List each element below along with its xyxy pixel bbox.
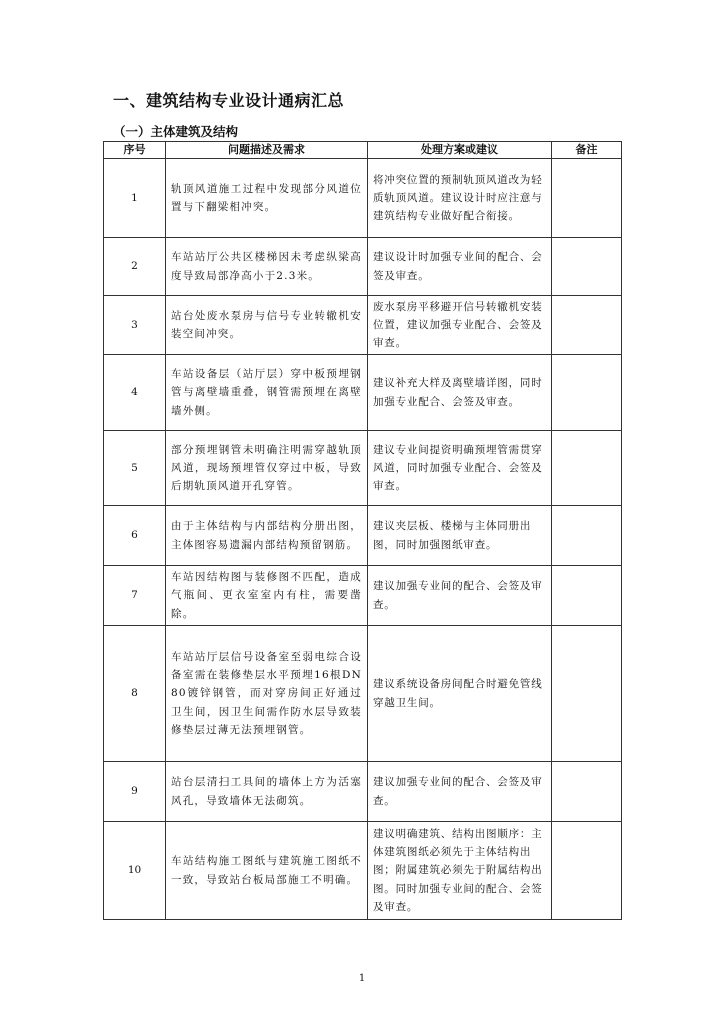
row-solution: 建议系统设备房间配合时避免管线穿越卫生间。 [368, 626, 552, 762]
row-description: 车站站厅公共区楼梯因未考虑纵梁高度导致局部净高小于2.3米。 [166, 238, 368, 296]
table-row [104, 296, 622, 355]
row-description: 由于主体结构与内部结构分册出图，主体图容易遗漏内部结构预留钢筋。 [166, 506, 368, 566]
row-solution: 建议设计时加强专业间的配合、会签及审查。 [368, 238, 552, 296]
header-note: 备注 [552, 142, 622, 159]
row-description: 车站设备层（站厅层）穿中板预埋钢管与离壁墙重叠，钢管需预埋在离壁墙外侧。 [166, 355, 368, 431]
table-row [104, 626, 622, 762]
row-solution: 建议加强专业间的配合、会签及审查。 [368, 762, 552, 822]
row-description: 部分预埋钢管未明确注明需穿越轨顶风道，现场预埋管仅穿过中板，导致后期轨顶风道开孔穿管。 [166, 431, 368, 506]
row-solution: 建议加强专业间的配合、会签及审查。 [368, 566, 552, 626]
row-description: 站台处废水泵房与信号专业转辙机安装空间冲突。 [166, 296, 368, 355]
row-solution: 建议补充大样及离壁墙详图，同时加强专业配合、会签及审查。 [368, 355, 552, 431]
page-number: 1 [358, 973, 366, 984]
row-note [552, 431, 622, 506]
table-row [104, 762, 622, 822]
table-row [104, 238, 622, 296]
row-number: 8 [104, 626, 166, 762]
row-number: 5 [104, 431, 166, 506]
row-note [552, 296, 622, 355]
row-note [552, 566, 622, 626]
row-solution: 废水泵房平移避开信号转辙机安装位置，建议加强专业配合、会签及审查。 [368, 296, 552, 355]
row-note [552, 238, 622, 296]
table-row [104, 566, 622, 626]
issues-table [103, 141, 622, 920]
row-note [552, 159, 622, 238]
header-description: 问题描述及需求 [166, 142, 368, 159]
table-row [104, 159, 622, 238]
row-note [552, 355, 622, 431]
row-note [552, 626, 622, 762]
header-solution: 处理方案或建议 [368, 142, 552, 159]
header-no: 序号 [104, 142, 166, 159]
row-number: 6 [104, 506, 166, 566]
row-solution: 建议夹层板、楼梯与主体同册出图，同时加强图纸审查。 [368, 506, 552, 566]
row-number: 9 [104, 762, 166, 822]
row-number: 2 [104, 238, 166, 296]
row-description: 车站因结构图与装修图不匹配，造成气瓶间、更衣室室内有柱，需要凿除。 [166, 566, 368, 626]
row-number: 4 [104, 355, 166, 431]
table-row [104, 822, 622, 920]
row-description: 轨顶风道施工过程中发现部分风道位置与下翻梁相冲突。 [166, 159, 368, 238]
row-solution: 将冲突位置的预制轨顶风道改为轻质轨顶风道。建议设计时应注意与建筑结构专业做好配合衔接。 [368, 159, 552, 238]
row-note [552, 822, 622, 920]
row-description: 站台层清扫工具间的墙体上方为活塞风孔，导致墙体无法砌筑。 [166, 762, 368, 822]
row-number: 7 [104, 566, 166, 626]
table-row [104, 506, 622, 566]
table-header-row [104, 142, 622, 159]
row-number: 3 [104, 296, 166, 355]
row-solution: 建议专业间提资明确预埋管需贯穿风道，同时加强专业配合、会签及审查。 [368, 431, 552, 506]
row-description: 车站站厅层信号设备室至弱电综合设备室需在装修垫层水平预埋16根DN80镀锌钢管，而对穿房间正好通过卫生间，因卫生间需作防水层导致装修垫层过薄无法预埋钢管。 [166, 626, 368, 762]
subsection-heading: （一）主体建筑及结构 [113, 124, 239, 139]
section-heading: 一、建筑结构专业设计通病汇总 [113, 91, 345, 110]
table-row [104, 355, 622, 431]
row-number: 10 [104, 822, 166, 920]
row-note [552, 762, 622, 822]
row-note [552, 506, 622, 566]
row-solution: 建议明确建筑、结构出图顺序：主体建筑图纸必须先于主体结构出图；附属建筑必须先于附属结构出图。同时加强专业间的配合、会签及审查。 [368, 822, 552, 920]
table-row [104, 431, 622, 506]
row-number: 1 [104, 159, 166, 238]
row-description: 车站结构施工图纸与建筑施工图纸不一致，导致站台板局部施工不明确。 [166, 822, 368, 920]
